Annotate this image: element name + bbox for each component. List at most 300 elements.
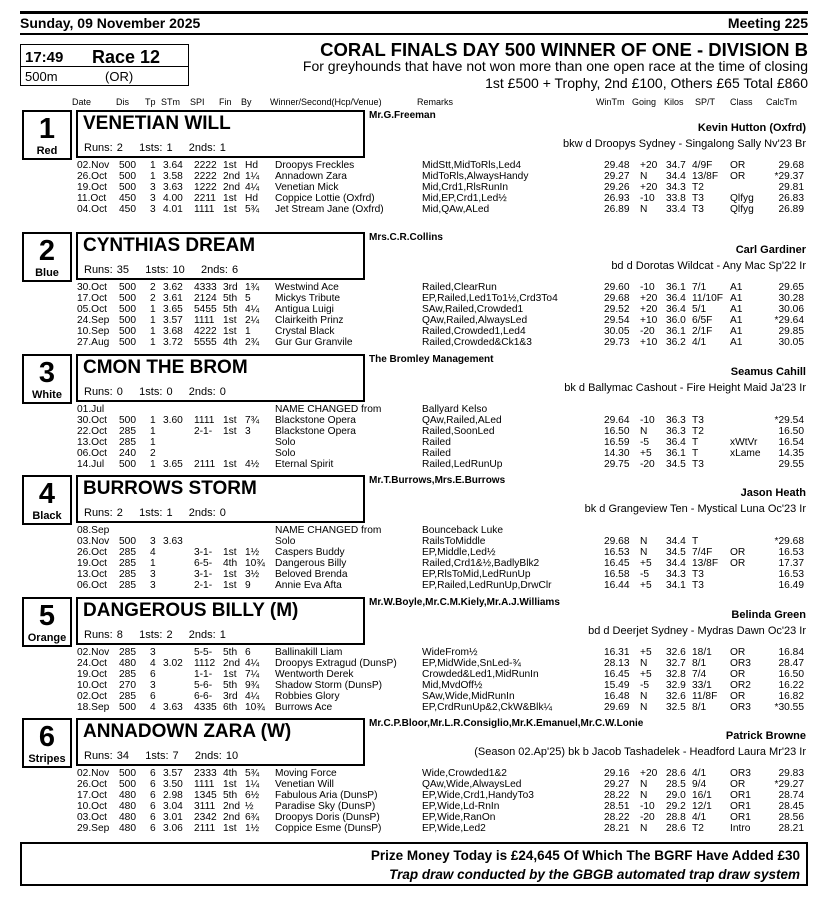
dog-name: BURROWS STORM (83, 478, 257, 499)
breeding-info: bd d Deerjet Sydney - Mydras Dawn Oc'23 Ir (588, 625, 806, 637)
form-split: 3-1- (194, 547, 213, 558)
form-weight: 28.8 (666, 812, 686, 823)
form-row (0, 558, 836, 569)
form-distance: 500 (119, 779, 136, 790)
form-remarks: EP,Railed,LedRunUp,DrwClr (422, 580, 552, 591)
form-sp: T3 (692, 459, 704, 470)
form-remarks: QAw,Railed,AlwaysLed (422, 315, 528, 326)
firsts-count: 1sts: 2 (139, 629, 173, 641)
form-class: A1 (730, 282, 743, 293)
form-remarks: EP,MidWide,SnLed-¾ (422, 658, 521, 669)
form-calctime: 16.50 (778, 426, 804, 437)
form-class: OR (730, 171, 746, 182)
form-winner: Annie Eva Afta (275, 580, 342, 591)
runs-count: Runs: 8 (84, 629, 123, 641)
form-wintime: 16.44 (604, 580, 630, 591)
form-calctime: 29.83 (778, 768, 804, 779)
runs-count: Runs: 2 (84, 507, 123, 519)
form-calctime: *30.55 (774, 702, 804, 713)
form-sectional: 4.01 (163, 204, 183, 215)
form-row (0, 437, 836, 448)
form-wintime: 14.30 (604, 448, 630, 459)
form-sp: 7/1 (692, 282, 707, 293)
form-going: -10 (640, 801, 655, 812)
form-weight: 34.5 (666, 459, 686, 470)
form-trap: 6 (150, 669, 156, 680)
form-calctime: 29.68 (778, 160, 804, 171)
form-row (0, 193, 836, 204)
runs-count: Runs: 0 (84, 386, 123, 398)
col-going: Going (632, 97, 657, 107)
form-calctime: 26.83 (778, 193, 804, 204)
form-by: 4¼ (245, 658, 260, 669)
form-trap: 3 (150, 204, 156, 215)
form-split: 5555 (194, 337, 217, 348)
form-finish: 3rd (223, 691, 238, 702)
form-weight: 32.5 (666, 702, 686, 713)
form-winner: Caspers Buddy (275, 547, 345, 558)
form-weight: 36.1 (666, 282, 686, 293)
trap-box (22, 475, 72, 525)
dog-name: ANNADOWN ZARA (W) (83, 721, 292, 742)
col-date: Date (72, 97, 92, 107)
form-by: 3 (245, 426, 251, 437)
form-weight: 28.6 (666, 768, 686, 779)
form-date: 02.Nov (77, 160, 110, 171)
trap-number: 1 (38, 113, 56, 145)
dog-stats (84, 386, 226, 398)
form-remarks: Railed,Crd1&½,BadlyBlk2 (422, 558, 540, 569)
form-remarks: Mid,QAw,ALed (422, 204, 490, 215)
form-wintime: 16.59 (604, 437, 630, 448)
form-date: 17.Oct (77, 790, 108, 801)
form-winner: Paradise Sky (DunsP) (275, 801, 376, 812)
form-winner: Venetian Will (275, 779, 334, 790)
form-sp: 5/1 (692, 304, 707, 315)
form-distance: 450 (119, 204, 136, 215)
dog-name: CYNTHIAS DREAM (83, 235, 256, 256)
form-distance: 285 (119, 558, 136, 569)
form-calctime: 16.49 (778, 580, 804, 591)
form-weight: 34.4 (666, 171, 686, 182)
form-sp: 6/5F (692, 315, 713, 326)
form-weight: 36.2 (666, 337, 686, 348)
form-sp: T2 (692, 823, 704, 834)
form-row (0, 315, 836, 326)
trainer-name: Seamus Cahill (730, 366, 806, 378)
form-sp: T3 (692, 204, 704, 215)
seconds-count: 2nds: 1 (188, 142, 226, 154)
form-split: 1-1- (194, 669, 213, 680)
form-calctime: 16.53 (778, 547, 804, 558)
form-date: 19.Oct (77, 558, 108, 569)
dog-name-box (76, 354, 365, 402)
form-by: Hd (245, 160, 259, 171)
form-going: +5 (640, 580, 652, 591)
form-sp: 13/8F (692, 171, 719, 182)
race-date: Sunday, 09 November 2025 (20, 15, 201, 31)
form-winner: Blackstone Opera (275, 415, 356, 426)
form-calctime: 30.05 (778, 337, 804, 348)
col-class: Class (730, 97, 753, 107)
form-finish: 5th (223, 790, 238, 801)
form-split: 2111 (194, 459, 216, 470)
form-finish: 1st (223, 569, 237, 580)
form-row (0, 790, 836, 801)
seconds-count: 2nds: 10 (194, 750, 239, 762)
form-date: 19.Oct (77, 669, 108, 680)
form-wintime: 16.31 (604, 647, 630, 658)
form-row (0, 182, 836, 193)
form-weight: 33.4 (666, 204, 686, 215)
form-trap: 1 (150, 171, 156, 182)
form-sectional: 3.68 (163, 326, 183, 337)
form-wintime: 15.49 (604, 680, 630, 691)
form-sectional: 3.06 (163, 823, 183, 834)
form-sectional: 3.58 (163, 171, 183, 182)
form-going: -20 (640, 326, 655, 337)
form-calctime: 16.53 (778, 569, 804, 580)
form-wintime: 26.89 (604, 204, 630, 215)
col-wintm: WinTm (596, 97, 625, 107)
form-trap: 6 (150, 812, 156, 823)
firsts-count: 1sts: 10 (145, 264, 185, 276)
form-finish: 3rd (223, 282, 238, 293)
form-date: 06.Oct (77, 448, 108, 459)
form-by: 9 (245, 580, 251, 591)
form-remarks: Wide,Crowded1&2 (422, 768, 507, 779)
form-distance: 285 (119, 669, 136, 680)
form-winner: Annadown Zara (275, 171, 347, 182)
form-sp: 4/1 (692, 337, 707, 348)
form-sp: 8/1 (692, 658, 707, 669)
form-sectional: 3.64 (163, 160, 183, 171)
form-by: 1½ (245, 547, 260, 558)
form-trap: 4 (150, 547, 156, 558)
form-wintime: 29.68 (604, 293, 630, 304)
form-class: A1 (730, 315, 743, 326)
form-sp: 4/1 (692, 768, 707, 779)
form-row (0, 823, 836, 834)
top-rule (20, 11, 808, 14)
form-distance: 500 (119, 536, 136, 547)
dog-name-box (76, 110, 365, 158)
form-class: A1 (730, 304, 743, 315)
form-wintime: 28.22 (604, 790, 630, 801)
form-by: 1¼ (245, 171, 260, 182)
form-distance: 285 (119, 569, 136, 580)
form-row (0, 669, 836, 680)
form-distance: 285 (119, 580, 136, 591)
form-distance: 480 (119, 658, 136, 669)
form-date: 04.Oct (77, 204, 108, 215)
form-weight: 36.3 (666, 426, 686, 437)
form-finish: 5th (223, 680, 238, 691)
form-going: +5 (640, 558, 652, 569)
form-remarks: QAw,Railed,ALed (422, 415, 502, 426)
form-sectional: 3.63 (163, 702, 183, 713)
form-row (0, 536, 836, 547)
form-sp: 11/8F (692, 691, 718, 702)
form-distance: 285 (119, 426, 136, 437)
form-going: +20 (640, 182, 658, 193)
trap-box (22, 110, 72, 160)
form-by: 1½ (245, 823, 260, 834)
col-sptp: SP/T (695, 97, 716, 107)
form-date: 18.Sep (77, 702, 110, 713)
form-going: N (640, 171, 648, 182)
form-remarks: EP,Railed,Led1To1½,Crd3To4 (422, 293, 558, 304)
form-split: 2342 (194, 812, 217, 823)
seconds-count: 2nds: 1 (188, 629, 226, 641)
form-by: 6 (245, 647, 251, 658)
form-class: OR1 (730, 812, 751, 823)
form-sp: 33/1 (692, 680, 712, 691)
form-finish: 1st (223, 426, 237, 437)
form-finish: 1st (223, 315, 237, 326)
form-class: OR1 (730, 790, 751, 801)
form-weight: 29.0 (666, 790, 686, 801)
form-row (0, 779, 836, 790)
form-finish: 1st (223, 669, 237, 680)
form-by: 10¾ (245, 702, 265, 713)
form-calctime: 29.85 (778, 326, 804, 337)
firsts-count: 1sts: 0 (139, 386, 173, 398)
form-calctime: 16.50 (778, 669, 804, 680)
form-date: 08.Sep (77, 525, 110, 536)
form-date: 30.Oct (77, 415, 108, 426)
dog-name-box (76, 232, 365, 280)
form-sp: 7/4 (692, 669, 707, 680)
form-wintime: 29.68 (604, 536, 630, 547)
form-remarks: Railed,LedRunUp (422, 459, 503, 470)
trap-box (22, 597, 72, 647)
form-split: 2-1- (194, 426, 213, 437)
form-trap: 3 (150, 580, 156, 591)
form-weight: 36.1 (666, 448, 686, 459)
form-row (0, 647, 836, 658)
form-going: -10 (640, 415, 655, 426)
form-going: +5 (640, 669, 652, 680)
col-kilos: Kilos (664, 97, 684, 107)
form-class: A1 (730, 326, 743, 337)
form-sectional: 4.00 (163, 193, 183, 204)
form-calctime: 16.22 (778, 680, 804, 691)
trap-colour: Orange (27, 632, 67, 644)
form-trap: 3 (150, 193, 156, 204)
form-sectional: 3.50 (163, 779, 183, 790)
form-row (0, 658, 836, 669)
form-remarks: Mid,Crd1,RlsRunIn (422, 182, 509, 193)
form-trap: 1 (150, 426, 156, 437)
form-by: 1¾ (245, 282, 260, 293)
form-remarks: Crowded&Led1,MidRunIn (422, 669, 539, 680)
form-row (0, 337, 836, 348)
form-by: 10¾ (245, 558, 265, 569)
dog-stats (84, 629, 226, 641)
form-class: OR3 (730, 702, 751, 713)
form-date: 19.Oct (77, 182, 108, 193)
form-split: 2124 (194, 293, 217, 304)
form-row (0, 801, 836, 812)
form-wintime: 29.16 (604, 768, 630, 779)
trap-number: 4 (38, 478, 56, 510)
form-by: 7¾ (245, 415, 260, 426)
form-date: 10.Oct (77, 680, 108, 691)
form-trap: 6 (150, 823, 156, 834)
form-distance: 500 (119, 160, 136, 171)
breeding-info: bd d Dorotas Wildcat - Any Mac Sp'22 Ir (611, 260, 806, 272)
form-wintime: 29.26 (604, 182, 630, 193)
form-remarks: Railed (422, 437, 451, 448)
race-conditions: For greyhounds that have not won more than one open race at the time of closing (302, 58, 808, 74)
form-row (0, 680, 836, 691)
form-distance: 480 (119, 812, 136, 823)
form-going: +20 (640, 304, 658, 315)
form-going: N (640, 702, 648, 713)
form-class: A1 (730, 337, 743, 348)
form-distance: 500 (119, 768, 136, 779)
form-remarks: QAw,Wide,AlwaysLed (422, 779, 522, 790)
form-split: 2222 (194, 160, 217, 171)
seconds-count: 2nds: 6 (201, 264, 239, 276)
firsts-count: 1sts: 1 (139, 507, 173, 519)
form-trap: 2 (150, 282, 156, 293)
form-trap: 3 (150, 182, 156, 193)
race-distance: 500m (25, 69, 58, 84)
prize-money-note: Prize Money Today is £24,645 Of Which The BGRF Have Added £30 (370, 848, 800, 863)
form-date: 24.Sep (77, 315, 110, 326)
form-row (0, 304, 836, 315)
form-winner: Coppice Esme (DunsP) (275, 823, 382, 834)
form-wintime: 16.45 (604, 669, 630, 680)
form-by: 4¼ (245, 304, 260, 315)
form-winner: Blackstone Opera (275, 426, 356, 437)
form-calctime: 17.37 (778, 558, 804, 569)
form-winner: Wentworth Derek (275, 669, 354, 680)
form-wintime: 16.45 (604, 558, 630, 569)
form-weight: 34.3 (666, 182, 686, 193)
form-sp: 9/4 (692, 779, 707, 790)
form-split: 1111 (194, 315, 215, 326)
form-weight: 34.3 (666, 569, 686, 580)
form-trap: 6 (150, 779, 156, 790)
race-time: 17:49 (25, 49, 64, 66)
form-distance: 500 (119, 282, 136, 293)
form-sectional: 3.65 (163, 304, 183, 315)
form-calctime: 16.54 (778, 437, 804, 448)
form-sectional: 3.72 (163, 337, 183, 348)
runs-count: Runs: 35 (84, 264, 130, 276)
form-weight: 34.1 (666, 580, 686, 591)
form-distance: 480 (119, 801, 136, 812)
form-row (0, 691, 836, 702)
form-date: 13.Oct (77, 437, 108, 448)
form-winner: Shadow Storm (DunsP) (275, 680, 383, 691)
form-weight: 34.7 (666, 160, 686, 171)
dog-name: DANGEROUS BILLY (M) (83, 600, 299, 621)
form-calctime: 29.55 (778, 459, 804, 470)
trap-number: 2 (38, 235, 56, 267)
form-date: 02.Oct (77, 691, 108, 702)
form-going: -5 (640, 569, 650, 580)
form-split: 1112 (194, 658, 216, 669)
form-remarks: EP,Middle,Led½ (422, 547, 496, 558)
form-remarks: MidStt,MidToRls,Led4 (422, 160, 522, 171)
form-finish: 1st (223, 326, 237, 337)
form-row (0, 426, 836, 437)
form-trap: 1 (150, 558, 156, 569)
form-trap: 3 (150, 680, 156, 691)
firsts-count: 1sts: 7 (145, 750, 179, 762)
form-sp: 4/1 (692, 812, 707, 823)
form-date: 03.Oct (77, 812, 108, 823)
form-distance: 285 (119, 547, 136, 558)
form-sp: T (692, 448, 699, 459)
form-weight: 28.6 (666, 823, 686, 834)
breeding-info: bk d Ballymac Cashout - Fire Height Maid Ja'23 Ir (564, 382, 806, 394)
form-row (0, 812, 836, 823)
form-calctime: 28.45 (778, 801, 804, 812)
trap-draw-note: Trap draw conducted by the GBGB automated trap draw system (389, 867, 800, 882)
form-trap: 3 (150, 536, 156, 547)
form-remarks: EP,Wide,RanOn (422, 812, 496, 823)
form-date: 01.Jul (77, 404, 105, 415)
form-calctime: 16.84 (778, 647, 804, 658)
form-winner: Droopys Extragud (DunsP) (275, 658, 397, 669)
form-weight: 32.8 (666, 669, 686, 680)
form-split: 5-5- (194, 647, 213, 658)
form-sp: T3 (692, 580, 704, 591)
form-date: 10.Sep (77, 326, 110, 337)
form-winner: Clairkeith Prinz (275, 315, 344, 326)
form-calctime: 29.65 (778, 282, 804, 293)
form-finish: 1st (223, 415, 237, 426)
form-wintime: 29.27 (604, 171, 630, 182)
owner-name: Mr.G.Freeman (369, 110, 436, 121)
form-sectional: 3.01 (163, 812, 183, 823)
form-split: 5455 (194, 304, 217, 315)
form-weight: 32.6 (666, 647, 686, 658)
form-weight: 32.9 (666, 680, 686, 691)
form-going: +10 (640, 337, 658, 348)
form-sp: T (692, 437, 699, 448)
form-date: 30.Oct (77, 282, 108, 293)
form-winner: Mickys Tribute (275, 293, 341, 304)
form-class: Qlfyg (730, 193, 754, 204)
form-sectional: 3.63 (163, 536, 183, 547)
col-spi: SPI (190, 97, 205, 107)
form-finish: 1st (223, 204, 237, 215)
form-row (0, 768, 836, 779)
form-class: OR3 (730, 658, 751, 669)
form-calctime: *29.27 (774, 779, 804, 790)
seconds-count: 2nds: 0 (188, 507, 226, 519)
form-weight: 34.4 (666, 536, 686, 547)
form-date: 27.Aug (77, 337, 110, 348)
form-wintime: 29.48 (604, 160, 630, 171)
form-winner: Gur Gur Granvile (275, 337, 353, 348)
trainer-name: Belinda Green (731, 609, 806, 621)
col-by: By (241, 97, 252, 107)
form-weight: 34.5 (666, 547, 686, 558)
form-finish: 2nd (223, 171, 240, 182)
form-calctime: *29.68 (774, 536, 804, 547)
trap-number: 5 (38, 600, 56, 632)
form-sectional: 3.62 (163, 282, 183, 293)
form-row (0, 702, 836, 713)
col-dis: Dis (116, 97, 129, 107)
